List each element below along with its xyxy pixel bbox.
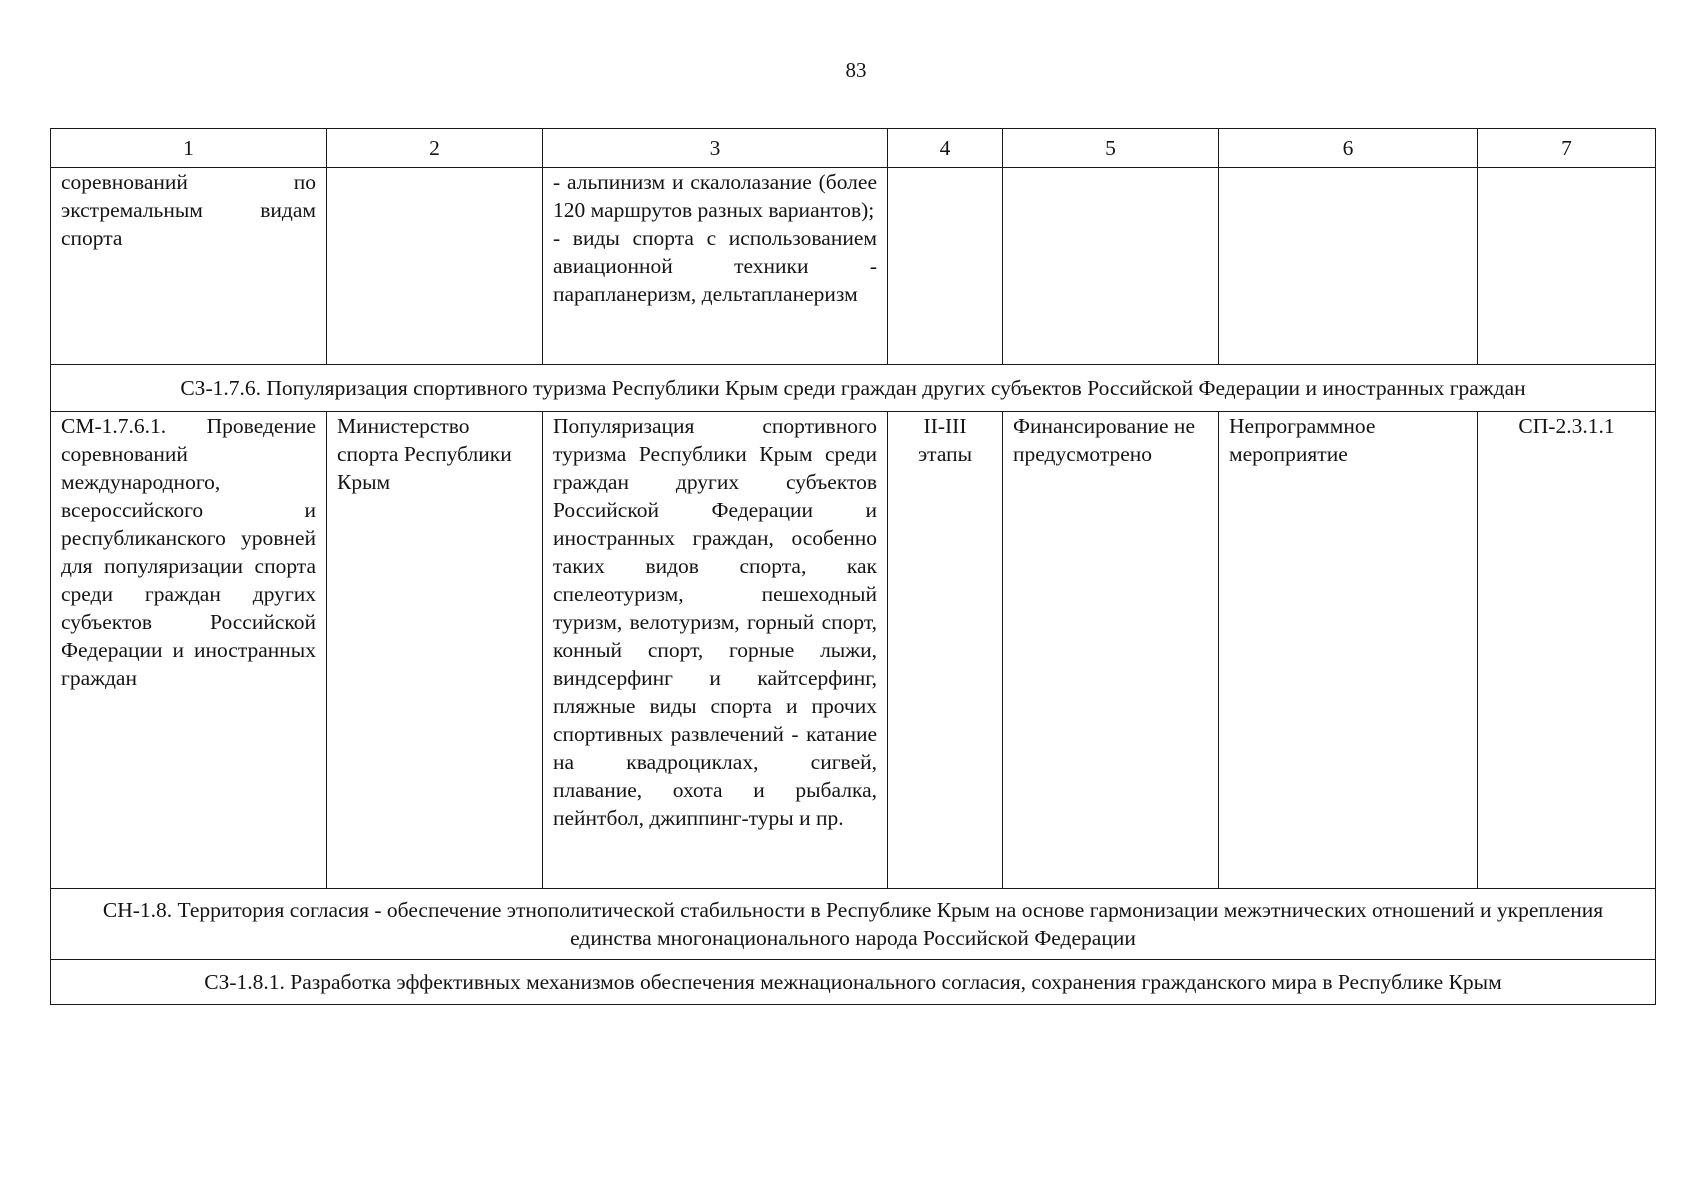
column-header: 3 [543,129,888,168]
description-cell [543,168,888,365]
section-heading: СЗ-1.7.6. Популяризация спортивного туризма Республики Крым среди граждан других субъектов Российской Федерации и иностранных граждан [51,365,1656,412]
financing-cell [1003,168,1219,365]
column-header: 7 [1478,129,1656,168]
section-row-sz-1-7-6 [51,365,1656,412]
description-line: - альпинизм и скалолазание (более 120 маршрутов разных вариантов); [553,170,877,222]
financing-cell: Финансирование не предусмотрено [1003,412,1219,889]
column-header: 2 [327,129,543,168]
table-header-row [51,129,1656,168]
stages-cell: II-III этапы [888,412,1003,889]
section-row-sz-1-8-1 [51,960,1656,1005]
stages-cell [888,168,1003,365]
description-cell: Популяризация спортивного туризма Республики Крым среди граждан других субъектов Российской Федерации и иностранных граждан, особенно таких видов спорта, как спелеотуризм, пешеходный туризм, велотуризм, горный спорт, конный спорт, горные лыжи, виндсерфинг и кайтсерфинг, пляжные виды спорта и прочих спортивных развлечений - катание на квадроциклах, сигвей, плавание, охота и рыбалка, пейнтбол, джиппинг-туры и пр. [543,412,888,889]
program-cell: Непрограммное мероприятие [1219,412,1478,889]
responsible-cell [327,168,543,365]
column-header: 6 [1219,129,1478,168]
program-cell [1219,168,1478,365]
section-heading: СН-1.8. Территория согласия - обеспечение этнополитической стабильности в Республике Крым на основе гармонизации межэтнических отношений и укрепления единства многонационального народа Российской Федерации [51,889,1656,960]
link-cell [1478,168,1656,365]
table-row-continuation [51,168,1656,365]
page-number: 83 [845,58,867,82]
responsible-cell: Министерство спорта Республики Крым [327,412,543,889]
column-header: 5 [1003,129,1219,168]
measures-table [50,128,1656,1005]
link-cell: СП-2.3.1.1 [1478,412,1656,889]
section-heading: СЗ-1.8.1. Разработка эффективных механизмов обеспечения межнационального согласия, сохранения гражданского мира в Республике Крым [51,960,1656,1005]
column-header: 4 [888,129,1003,168]
description-line: - виды спорта с использованием авиационной техники - парапланеризм, дельтапланеризм [553,226,877,306]
measure-cell: соревнований по экстремальным видам спорта [51,168,327,365]
section-row-sn-1-8 [51,889,1656,960]
column-header: 1 [51,129,327,168]
measure-cell: СМ-1.7.6.1. Проведение соревнований международного, всероссийского и республиканского уровней для популяризации спорта среди граждан других субъектов Российской Федерации и иностранных граждан [51,412,327,889]
table-row-sm-1-7-6-1 [51,412,1656,889]
